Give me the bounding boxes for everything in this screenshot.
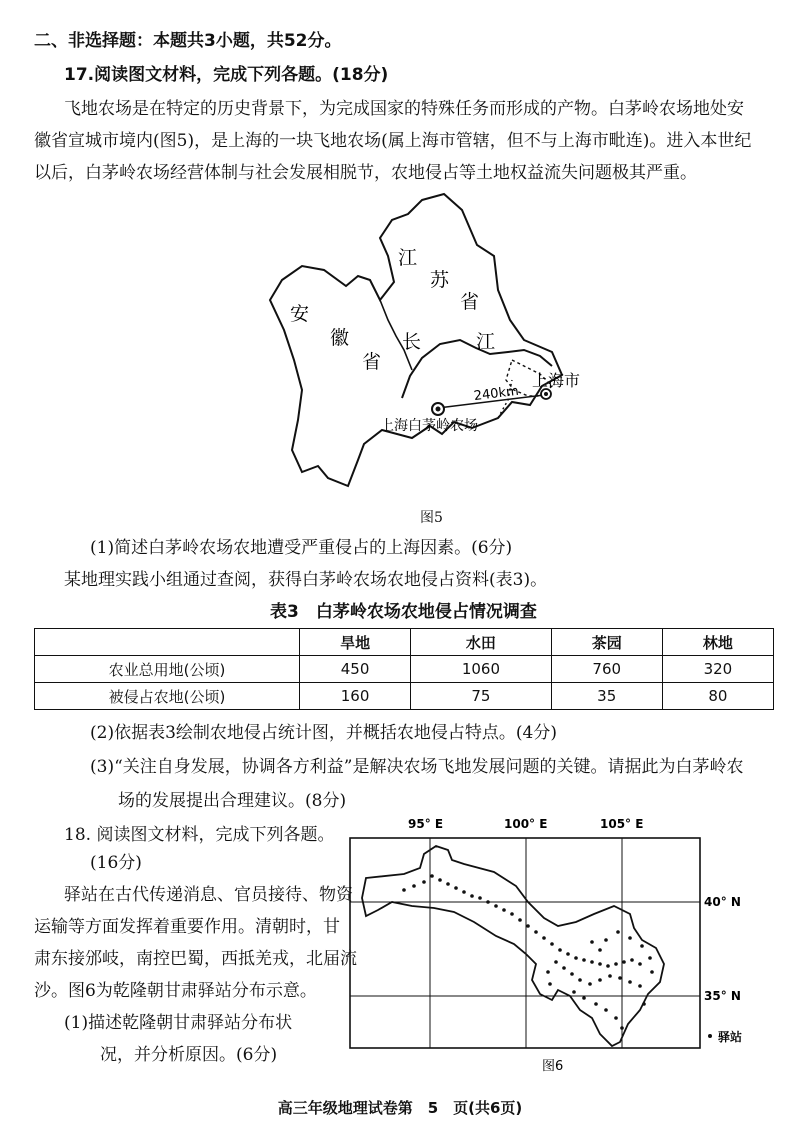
table-title: 表3 白茅岭农场农地侵占情况调查: [270, 602, 537, 622]
station-dot: [462, 890, 466, 894]
table-row: [35, 656, 774, 683]
table-header-blank: [35, 629, 300, 656]
section-title: 二、非选择题：本题共3小题，共52分。: [34, 31, 342, 51]
station-dot: [628, 980, 632, 984]
lon-label-100: 100° E: [504, 817, 548, 831]
station-dot: [446, 882, 450, 886]
station-dot: [618, 976, 622, 980]
cell: 760: [551, 656, 662, 683]
station-dot: [598, 948, 602, 952]
station-dot: [510, 912, 514, 916]
station-dot: [402, 888, 406, 892]
lat-label-40: 40° N: [704, 895, 741, 909]
station-dot: [554, 960, 558, 964]
q17-table-intro: 某地理实践小组通过查阅，获得白茅岭农场农地侵占资料(表3)。: [64, 570, 548, 590]
q18-para-line-1: 驿站在古代传递消息、官员接待、物资: [64, 885, 353, 905]
station-dot: [412, 884, 416, 888]
station-dot: [578, 978, 582, 982]
row-label: 农业总用地(公顷): [35, 656, 300, 683]
station-dot: [614, 962, 618, 966]
label-shanghai: 上海市: [532, 371, 581, 390]
table-header-tea: 茶园: [551, 629, 662, 656]
label-river-2: 江: [476, 331, 496, 353]
station-dot: [574, 956, 578, 960]
station-dot: [546, 970, 550, 974]
station-dot: [638, 984, 642, 988]
lat-label-35: 35° N: [704, 989, 741, 1003]
station-dot: [590, 940, 594, 944]
label-jiangsu-3: 省: [460, 291, 480, 313]
station-dot: [604, 1008, 608, 1012]
station-dot: [628, 936, 632, 940]
figure5-map: [262, 190, 592, 500]
q17-sub2: (2)依据表3绘制农地侵占统计图，并概括农地侵占特点。(4分): [90, 723, 557, 743]
table-row: [35, 683, 774, 710]
station-dot: [548, 982, 552, 986]
row-label: 被侵占农地(公顷): [35, 683, 300, 710]
station-dot: [562, 966, 566, 970]
q17-para-line-1: 飞地农场是在特定的历史背景下，为完成国家的特殊任务而形成的产物。白茅岭农场地处安: [64, 99, 744, 119]
station-dot: [566, 952, 570, 956]
station-dot: [608, 974, 612, 978]
figure6-map: [344, 814, 760, 1084]
station-dot: [640, 944, 644, 948]
station-dot: [470, 894, 474, 898]
station-dot: [638, 962, 642, 966]
station-dot: [614, 1016, 618, 1020]
shanghai-marker-dot: [544, 392, 548, 396]
q17-sub1: (1)简述白茅岭农场农地遭受严重侵占的上海因素。(6分): [90, 538, 513, 558]
legend-label: 驿站: [718, 1030, 743, 1044]
table-header-dryland: 旱地: [300, 629, 411, 656]
q18-para-line-4: 沙。图6为乾隆朝甘肃驿站分布示意。: [34, 981, 317, 1001]
station-dot: [582, 958, 586, 962]
lon-label-95: 95° E: [408, 817, 444, 831]
q18-para-line-2: 运输等方面发挥着重要作用。清朝时，甘: [34, 917, 340, 937]
survey-table: [34, 628, 774, 710]
q17-sub3-line-2: 场的发展提出合理建议。(8分): [118, 791, 347, 811]
q17-sub3-line-1: (3)“关注自身发展，协调各方利益”是解决农场飞地发展问题的关键。请据此为白茅岭农: [90, 757, 744, 777]
q18-para-line-3: 肃东接邠岐，南控巴蜀，西抵羌戎，北届流: [34, 949, 357, 969]
station-dot: [630, 958, 634, 962]
station-dot: [572, 990, 576, 994]
label-anhui-3: 省: [362, 351, 382, 373]
station-dot: [650, 970, 654, 974]
label-anhui-2: 徽: [330, 327, 350, 349]
station-dot: [502, 908, 506, 912]
station-dot: [616, 930, 620, 934]
label-farm: 上海白茅岭农场: [380, 418, 478, 434]
station-dot: [588, 982, 592, 986]
station-dot: [526, 924, 530, 928]
station-dot: [570, 972, 574, 976]
cell: 80: [662, 683, 773, 710]
farm-marker-dot: [436, 407, 441, 412]
station-dot: [534, 930, 538, 934]
cell: 320: [662, 656, 773, 683]
station-dot: [454, 886, 458, 890]
q18-sub1-line-2: 况，并分析原因。(6分): [100, 1045, 278, 1065]
station-dot: [558, 948, 562, 952]
station-dot: [606, 964, 610, 968]
q18-heading: 18. 阅读图文材料，完成下列各题。: [64, 825, 335, 845]
station-dot: [486, 900, 490, 904]
station-dot: [518, 918, 522, 922]
label-jiangsu-2: 苏: [430, 269, 450, 291]
station-dot: [598, 962, 602, 966]
station-dot: [430, 874, 434, 878]
legend-dot: [708, 1034, 712, 1038]
station-dot: [438, 878, 442, 882]
cell: 450: [300, 656, 411, 683]
page-footer: 高三年级地理试卷第 5 页(共6页): [277, 1099, 523, 1117]
station-dot: [494, 904, 498, 908]
q17-heading: 17.阅读图文材料，完成下列各题。(18分): [64, 65, 389, 85]
lon-label-105: 105° E: [600, 817, 644, 831]
label-anhui-1: 安: [290, 303, 310, 325]
station-dot: [598, 978, 602, 982]
station-dot: [620, 1026, 624, 1030]
station-dot: [604, 938, 608, 942]
cell: 35: [551, 683, 662, 710]
figure5-caption: 图5: [420, 510, 443, 526]
station-dots: [402, 874, 654, 1030]
station-dot: [542, 936, 546, 940]
table-header-row: [35, 629, 774, 656]
station-dot: [648, 956, 652, 960]
cell: 160: [300, 683, 411, 710]
gansu-outline: [362, 846, 664, 1046]
table-header-forest: 林地: [662, 629, 773, 656]
cell: 75: [411, 683, 551, 710]
table-header-paddy: 水田: [411, 629, 551, 656]
label-distance: 240km: [473, 383, 520, 405]
q17-para-line-2: 徽省宣城市境内(图5)，是上海的一块飞地农场(属上海市管辖，但不与上海市毗连)。进入本世纪: [34, 131, 752, 151]
label-jiangsu-1: 江: [398, 247, 418, 269]
station-dot: [642, 1002, 646, 1006]
station-dot: [590, 960, 594, 964]
station-dot: [594, 1002, 598, 1006]
q18-sub1-line-1: (1)描述乾隆朝甘肃驿站分布状: [64, 1013, 293, 1033]
station-dot: [478, 896, 482, 900]
label-river-1: 长: [402, 331, 422, 353]
figure6-caption: 图6: [542, 1059, 564, 1074]
station-dot: [622, 960, 626, 964]
q17-para-line-3: 以后，白茅岭农场经营体制与社会发展相脱节，农地侵占等土地权益流失问题极其严重。: [34, 163, 697, 183]
q18-points: (16分): [90, 853, 142, 873]
station-dot: [422, 880, 426, 884]
station-dot: [582, 996, 586, 1000]
station-dot: [550, 942, 554, 946]
cell: 1060: [411, 656, 551, 683]
